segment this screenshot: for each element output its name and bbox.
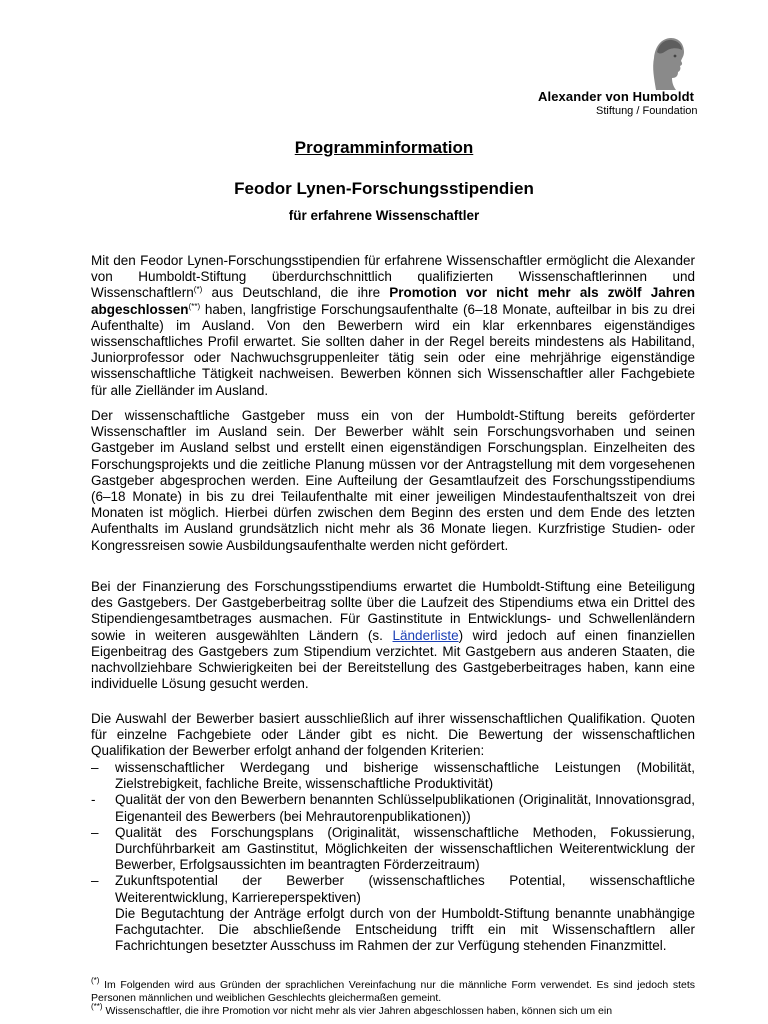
list-item xyxy=(91,825,695,874)
list-item xyxy=(91,873,695,905)
document-subtitle: für erfahrene Wissenschaftler xyxy=(288,208,480,223)
logo-subtitle: Stiftung / Foundation xyxy=(596,105,698,117)
country-list-link[interactable]: Länderliste xyxy=(392,627,459,643)
list-item xyxy=(91,760,695,792)
paragraph-funding xyxy=(91,579,695,692)
paragraph-intro xyxy=(91,253,695,399)
footnote-marker: (**) xyxy=(91,1002,103,1011)
footnote xyxy=(91,1002,695,1018)
list-item-text: Qualität der von den Bewerbern benannten Schlüsselpublikationen (Originalität, Innovationsgrad, Eigenanteil des Bewerbers (bei Mehrautorenpublikationen)) xyxy=(115,792,695,824)
paragraph-text: Mit den Feodor Lynen-Forschungsstipendien für erfahrene Wissenschaftler ermöglicht die Alexander von Humboldt-Stiftung überdurchschnittlich qualifizierten Wissenschaftlerinnen und Wissenschaftlern xyxy=(91,253,695,301)
document-title: Feodor Lynen-Forschungsstipendien xyxy=(234,179,534,198)
list-item-text: wissenschaftlicher Werdegang und bisherige wissenschaftliche Leistungen (Mobilität, Zielstrebigkeit, fachliche Breite, wissenschaftliche Produktivität) xyxy=(115,760,695,792)
list-item xyxy=(91,792,695,824)
footnote-ref: (**) xyxy=(188,301,201,311)
list-bullet: – xyxy=(91,760,99,775)
paragraph-text: haben, langfristige Forschungsaufenthalte (6–18 Monate, aufteilbar in bis zu drei Aufenthalte) im Ausland. Von den Bewerbern wird ein klar erkennbares eigenständiges wissenschaftliches Profil erwartet. Sie sollten daher in der Regel bereits mindestens als Habilitand, Juniorprofessor oder Nachwuchsgruppenleiter tätig sein oder eine mehrjährige eigenständige wissenschaftliche Tätigkeit nachweisen. Bewerben können sich Wissenschaftler aller Fachgebiete für alle Zielländer im Ausland. xyxy=(91,301,695,398)
paragraph-text: ) wird jedoch auf einen finanziellen Eigenbeitrag des Gastgebers zum Stipendium verzichtet. Mit Gastgebern aus anderen Staaten, die nachvollziehbare Schwierigkeiten bei der Bereitstellung des Gastgeberbeitrages haben, kann eine individuelle Lösung gesucht werden. xyxy=(91,627,695,692)
program-info-heading: Programminformation xyxy=(294,138,474,157)
list-item-text: Zukunftspotential der Bewerber (wissenschaftliches Potential, wissenschaftliche Weiterentwicklung, Karriereperspektiven) xyxy=(115,873,695,905)
footnote-marker: (*) xyxy=(91,976,100,985)
footnote-text: Wissenschaftler, die ihre Promotion vor nicht mehr als vier Jahren abgeschlossen haben, können sich um ein xyxy=(102,1005,613,1017)
review-process-text: Die Begutachtung der Anträge erfolgt durch von der Humboldt-Stiftung benannte unabhängige Fachgutachter. Die abschließende Entscheidung trifft ein mit Wissenschaftlern aller Fachrichtungen besetzter Ausschuss im Rahmen der zur Verfügung stehenden Finanzmittel. xyxy=(115,905,695,954)
list-bullet: – xyxy=(91,873,99,889)
emphasis-text: Promotion vor nicht mehr als zwölf Jahren abgeschlossen xyxy=(91,285,695,317)
footnote xyxy=(91,976,695,1005)
list-bullet: – xyxy=(91,824,99,840)
list-bullet: - xyxy=(91,792,96,808)
paragraph-text: aus Deutschland, die ihre xyxy=(202,285,390,301)
footnote-text: Im Folgenden wird aus Gründen der sprachlichen Vereinfachung nur die männliche Form verwendet. Es sind jedoch stets Personen männlichen und weiblichen Geschlechts gleichermaßen gemeint. xyxy=(91,979,695,1004)
logo-name: Alexander von Humboldt xyxy=(538,89,695,104)
criteria-list xyxy=(91,760,695,954)
paragraph-selection: Die Auswahl der Bewerber basiert ausschließlich auf ihrer wissenschaftlichen Qualifikation. Quoten für einzelne Fachgebiete oder Länder gibt es nicht. Die Bewertung der wissenschaftlichen Qualifikation der Bewerber erfolgt anhand der folgenden Kriterien: xyxy=(91,711,695,759)
humboldt-portrait-icon xyxy=(642,34,688,92)
paragraph-host: Der wissenschaftliche Gastgeber muss ein von der Humboldt-Stiftung bereits geförderter Wissenschaftler im Ausland sein. Der Bewerber wählt sein Forschungsvorhaben und seinen Gastgeber im Ausland selbst und erstellt einen eigenständigen Forschungsplan. Einzelheiten des Forschungsprojekts und die zeitliche Planung müssen vor der Antragstellung mit dem vorgesehenen Gastgeber abgesprochen werden. Eine Aufteilung der Gesamtlaufzeit des Forschungsstipendiums (6–18 Monate) in bis zu drei Teilaufenthalte mit einer jeweiligen Mindestaufenthaltszeit von drei Monaten ist möglich. Hierbei dürfen zwischen dem Beginn des ersten und dem Ende des letzten Aufenthalts im Ausland grundsätzlich nicht mehr als 36 Monate liegen. Kurzfristige Studien- oder Kongressreisen sowie Ausbildungsaufenthalte werden nicht gefördert. xyxy=(91,408,695,553)
paragraph-text: Bei der Finanzierung des Forschungsstipendiums erwartet die Humboldt-Stiftung eine Beteiligung des Gastgebers. Der Gastgeberbeitrag sollte über die Laufzeit des Stipendiums etwa ein Drittel des Stipendiengesamtbetrages ausmachen. Für Gastinstitute in Entwicklungs- und Schwellenländern sowie in weiteren ausgewählten Ländern (s. xyxy=(91,579,695,643)
footnote-ref: (*) xyxy=(193,285,203,295)
foundation-logo xyxy=(538,34,708,124)
list-item-text: Qualität des Forschungsplans (Originalität, wissenschaftliche Methoden, Fokussierung, Durchführbarkeit am Gastinstitut, Möglichkeiten der wissenschaftlichen Weiterentwicklung der Bewerber, Erfolgsaussichten im beantragten Förderzeitraum) xyxy=(115,824,695,873)
